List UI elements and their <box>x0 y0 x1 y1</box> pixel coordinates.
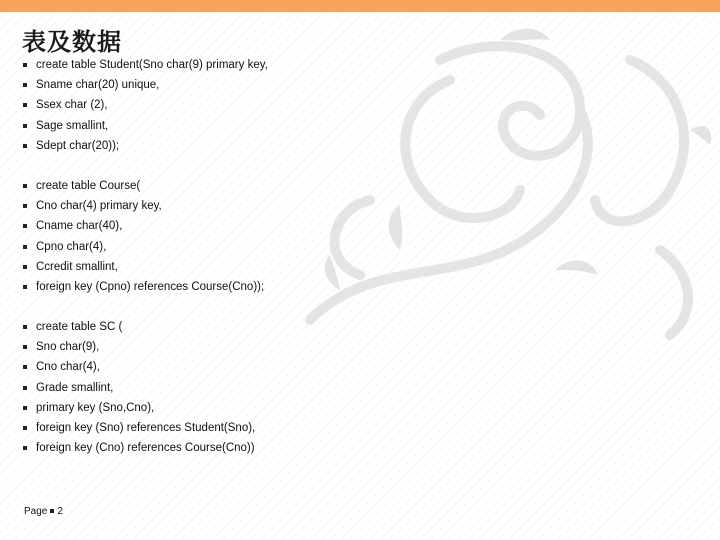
bullet-icon <box>23 426 27 430</box>
code-line <box>22 398 672 418</box>
bullet-icon <box>23 406 27 410</box>
bullet-icon <box>23 265 27 269</box>
code-line <box>22 418 672 438</box>
page-label: Page <box>24 506 48 517</box>
bullet-icon <box>23 345 27 349</box>
bullet-icon <box>23 83 27 87</box>
top-accent-bar <box>0 0 720 12</box>
bullet-icon <box>23 63 27 67</box>
code-line-text: Grade smallint, <box>36 381 114 394</box>
code-line <box>22 216 672 236</box>
page-number: 2 <box>57 506 63 517</box>
code-line <box>22 337 672 357</box>
code-line <box>22 95 672 115</box>
student-table-definition <box>22 55 672 156</box>
code-line <box>22 357 672 377</box>
bullet-icon <box>23 285 27 289</box>
page-footer <box>24 506 63 517</box>
bullet-icon <box>23 103 27 107</box>
code-line <box>22 317 672 337</box>
bullet-icon <box>23 124 27 128</box>
bullet-icon <box>23 446 27 450</box>
code-line-text: foreign key (Sno) references Student(Sno), <box>36 422 256 434</box>
separator-icon <box>50 509 54 513</box>
code-line <box>22 75 672 95</box>
code-line-text: Cpno char(4), <box>36 240 107 253</box>
code-line-text: Ssex char (2), <box>36 99 108 112</box>
code-line <box>22 176 672 196</box>
bullet-icon <box>23 245 27 249</box>
bullet-icon <box>23 325 27 329</box>
course-table-definition <box>22 176 672 297</box>
code-line-text: Sdept char(20)); <box>36 139 120 152</box>
code-line <box>22 277 672 297</box>
code-line-text: primary key (Sno,Cno), <box>36 401 155 414</box>
code-line-text: Cname char(40), <box>36 220 123 233</box>
code-line-text: create table Course( <box>36 179 141 192</box>
bullet-icon <box>23 184 27 188</box>
code-line <box>22 116 672 136</box>
slide-title: 表及数据 <box>22 28 122 56</box>
code-line-text: create table Student(Sno char(9) primary key, <box>36 59 268 71</box>
bullet-icon <box>23 204 27 208</box>
code-line-text: foreign key (Cpno) references Course(Cno)); <box>36 280 265 293</box>
code-line-text: Cno char(4) primary key, <box>36 200 162 213</box>
bullet-icon <box>23 224 27 228</box>
sc-table-definition <box>22 317 672 458</box>
bullet-icon <box>23 386 27 390</box>
code-line <box>22 257 672 277</box>
code-line-text: create table SC ( <box>36 321 123 334</box>
code-line <box>22 136 672 156</box>
code-line <box>22 378 672 398</box>
code-line <box>22 237 672 257</box>
code-line-text: Cno char(4), <box>36 361 100 374</box>
code-line-text: Sname char(20) unique, <box>36 79 160 92</box>
code-line <box>22 55 672 75</box>
bullet-icon <box>23 144 27 148</box>
bullet-icon <box>23 365 27 369</box>
code-content <box>22 55 672 458</box>
code-line-text: Sno char(9), <box>36 341 100 354</box>
code-line-text: Ccredit smallint, <box>36 260 118 273</box>
code-line <box>22 196 672 216</box>
code-line <box>22 438 672 458</box>
code-line-text: foreign key (Cno) references Course(Cno)) <box>36 442 255 455</box>
code-line-text: Sage smallint, <box>36 119 109 132</box>
